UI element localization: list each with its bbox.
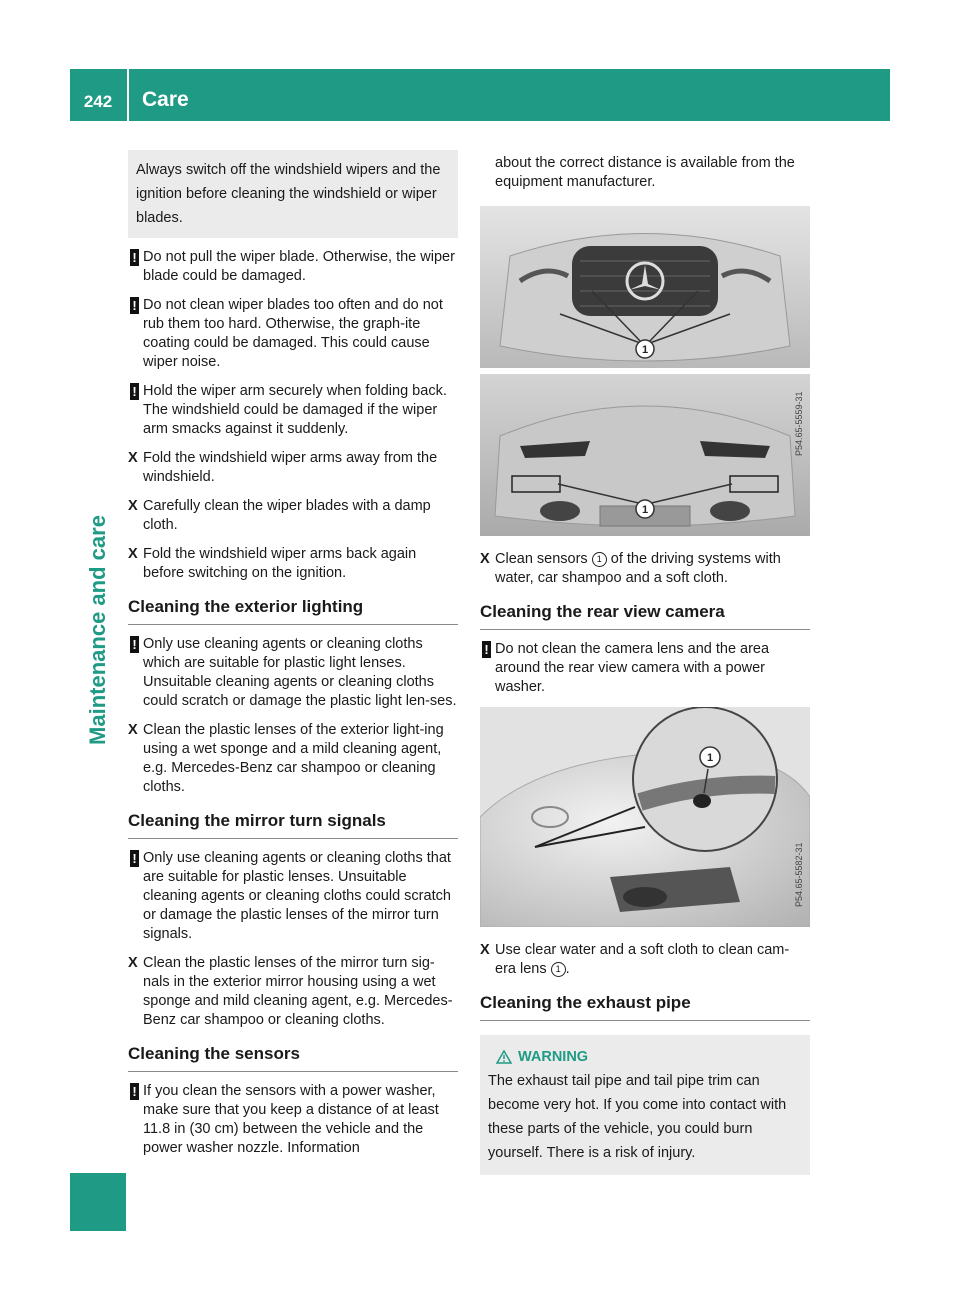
right-column [480,154,810,1175]
caution-item [128,849,458,944]
heading-rear-view-camera: Cleaning the rear view camera [480,602,810,630]
warning-text: The exhaust tail pipe and tail pipe trim can become very hot. If you come into contact with these parts of the vehicle, you could burn yourself. There is a risk of injury. [488,1073,787,1161]
continued-text: about the correct distance is available from the equipment manufacturer. [495,155,795,190]
caution-marker: ! [130,636,139,653]
item-text: Carefully clean the wiper blades with a damp cloth. [143,498,431,533]
info-box: Always switch off the windshield wipers and the ignition before cleaning the windshield or wiper blades. [128,150,458,238]
item-text: Hold the wiper arm securely when folding back. The windshield could be damaged if the wiper arm smacks against it suddenly. [143,383,447,437]
item-text: Clean the plastic lenses of the mirror turn sig-nals in the exterior mirror housing using a wet sponge and mild cleaning agent, e.g. Mercedes-Benz car shampoo or cleaning cloths. [143,955,453,1028]
step-text: Clean sensors [495,551,588,567]
caution-item [128,382,458,439]
step-item [128,954,458,1030]
warning-label: WARNING [518,1049,589,1065]
callout-1-camera: 1 [706,752,714,764]
step-text: Use clear water and a soft cloth to clean cam-era lens [495,942,790,977]
caution-marker: ! [130,850,139,867]
step-marker: X [128,450,138,466]
figure-code-2: P54.65-5582-31 [794,842,804,907]
side-tab-marker [70,1173,126,1231]
caution-item [128,296,458,372]
sensor-instructions [128,1082,458,1158]
caution-text: Do not clean the camera lens and the area around the rear view camera with a power washer. [495,641,770,695]
heading-sensors: Cleaning the sensors [128,1044,458,1072]
camera-warning [480,640,810,697]
item-text: Do not clean wiper blades too often and do not rub them too hard. Otherwise, the graph-ite coating could be damaged. This could cause wiper noise. [143,297,443,370]
step-marker: X [480,942,490,958]
step-item [128,449,458,487]
caution-item [128,1082,458,1158]
camera-figure [480,707,810,927]
callout-ref: 1 [592,552,607,567]
item-text: Do not pull the wiper blade. Otherwise, the wiper blade could be damaged. [143,249,455,284]
side-tab-label: Maintenance and care [85,515,110,745]
callout-1-top: 1 [641,344,649,356]
item-text: Fold the windshield wiper arms back again before switching on the ignition. [143,546,417,581]
mirror-instructions [128,849,458,1030]
item-text: Only use cleaning agents or cleaning cloths which are suitable for plastic light lenses. Unsuitable cleaning agents or cleaning cloths could scratch or damage the plastic light len-ses. [143,636,457,709]
warning-title [488,1045,800,1069]
sensors-step [480,550,810,588]
rear-camera-illustration [480,707,810,927]
caution-marker: ! [130,249,139,266]
lighting-instructions [128,635,458,797]
step-text-end: . [565,961,570,977]
caution-marker: ! [130,383,139,400]
warning-box [480,1035,810,1175]
item-text: Fold the windshield wiper arms away from the windshield. [143,450,438,485]
caution-item [128,635,458,711]
wiper-instructions [128,248,458,583]
step-text-end: of the driving systems with water, car shampoo and a soft cloth. [495,551,781,586]
caution-marker: ! [130,1083,139,1100]
page-header [70,69,890,121]
sensors-figure [480,206,810,536]
caution-item [128,248,458,286]
step-marker: X [480,551,490,567]
item-text: Only use cleaning agents or cleaning cloths that are suitable for plastic lenses. Unsuitable cleaning agents or cleaning cloths could scratch or damage the plastic lenses of the mirror turn signals. [143,850,451,942]
item-text: If you clean the sensors with a power washer, make sure that you keep a distance of at least 11.8 in (30 cm) between the vehicle and the power washer nozzle. Information [143,1083,439,1156]
car-sensors-illustration [480,206,810,536]
figure-code: P54.65-5559-31 [794,391,804,456]
header-divider [127,69,129,121]
step-marker: X [128,546,138,562]
step-marker: X [128,498,138,514]
step-marker: X [128,722,138,738]
step-item [128,497,458,535]
warning-triangle-icon [496,1050,512,1064]
heading-exhaust-pipe: Cleaning the exhaust pipe [480,993,810,1021]
callout-ref: 1 [551,962,566,977]
heading-mirror-turn-signals: Cleaning the mirror turn signals [128,811,458,839]
item-text: Clean the plastic lenses of the exterior light-ing using a wet sponge and a mild cleaning agent, e.g. Mercedes-Benz car shampoo or cleaning cloths. [143,722,444,795]
section-title: Care [142,88,189,111]
step-marker: X [128,955,138,971]
camera-step [480,941,810,979]
step-item [128,721,458,797]
step-item [128,545,458,583]
page-number: 242 [83,92,113,111]
side-tab [70,480,126,780]
caution-marker: ! [482,641,491,658]
left-column [128,150,458,1168]
callout-1-bottom: 1 [641,504,649,516]
caution-marker: ! [130,297,139,314]
heading-exterior-lighting: Cleaning the exterior lighting [128,597,458,625]
